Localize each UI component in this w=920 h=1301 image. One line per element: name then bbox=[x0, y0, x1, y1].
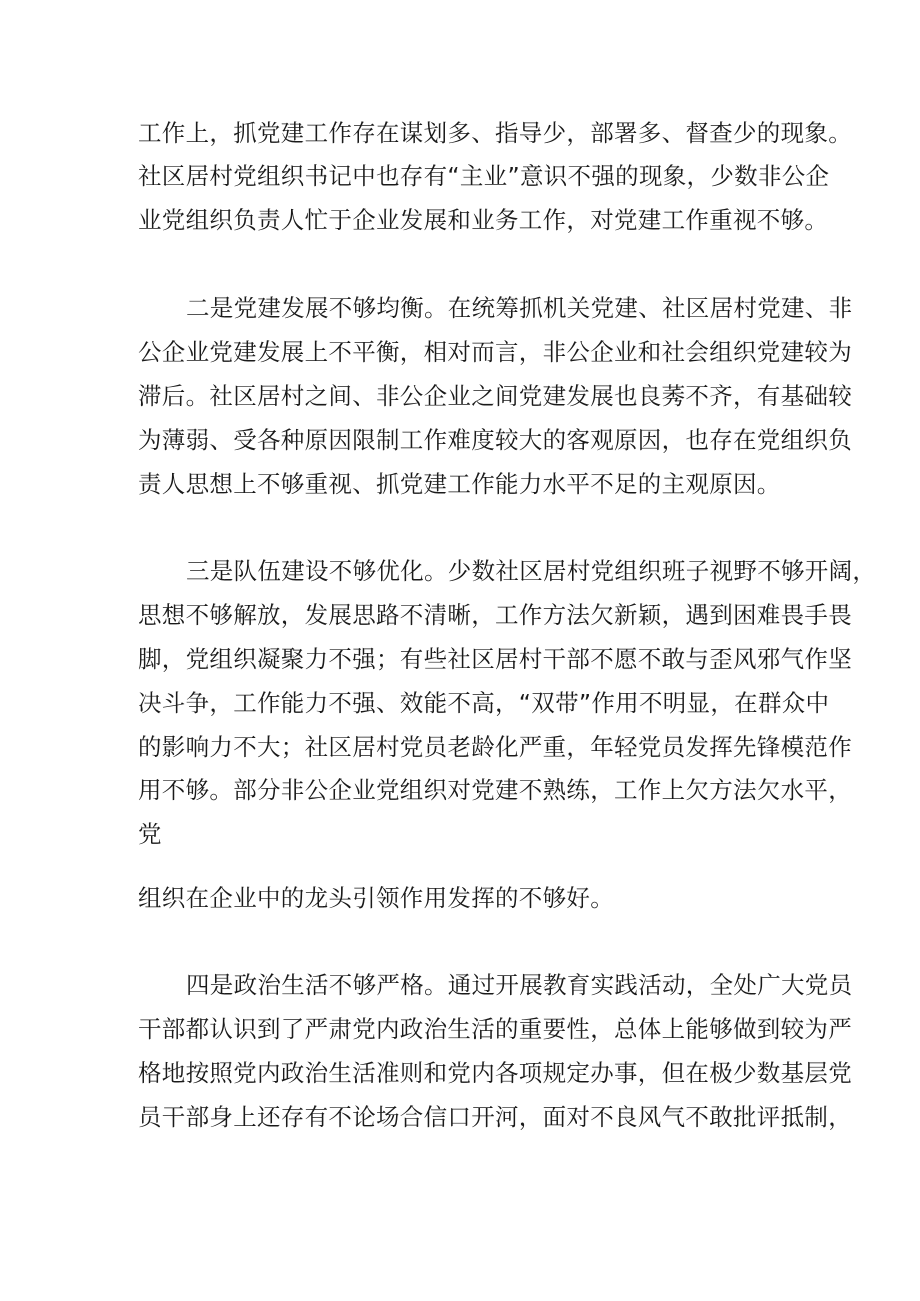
paragraph-1-line-3: 业党组织负责人忙于企业发展和业务工作，对党建工作重视不够。 bbox=[138, 206, 829, 234]
paragraph-3-line-7: 党 bbox=[138, 820, 162, 848]
paragraph-3-line-6: 用不够。部分非公企业党组织对党建不熟练，工作上欠方法欠水平， bbox=[138, 776, 852, 804]
paragraph-4-line-4: 员干部身上还存有不论场合信口开河，面对不良风气不敢批评抵制， bbox=[138, 1103, 852, 1131]
paragraph-2-line-1: 二是党建发展不够均衡。在统筹抓机关党建、社区居村党建、非 bbox=[186, 294, 853, 322]
paragraph-1-line-1: 工作上，抓党建工作存在谋划多、指导少，部署多、督查少的现象。 bbox=[138, 119, 852, 147]
paragraph-3-line-4: 决斗争，工作能力不强、效能不高，“双带”作用不明显，在群众中 bbox=[138, 689, 830, 717]
paragraph-4-line-1: 四是政治生活不够严格。通过开展教育实践活动，全处广大党员 bbox=[186, 971, 853, 999]
paragraph-2-line-3: 滞后。社区居村之间、非公企业之间党建发展也良莠不齐，有基础较 bbox=[138, 382, 852, 410]
paragraph-2-line-2: 公企业党建发展上不平衡，相对而言，非公企业和社会组织党建较为 bbox=[138, 338, 852, 366]
paragraph-2-line-4: 为薄弱、受各种原因限制工作难度较大的客观原因，也存在党组织负 bbox=[138, 426, 852, 454]
paragraph-4-line-3: 格地按照党内政治生活准则和党内各项规定办事，但在极少数基层党 bbox=[138, 1059, 852, 1087]
paragraph-3-line-5: 的影响力不大；社区居村党员老龄化严重，年轻党员发挥先锋模范作 bbox=[138, 733, 852, 761]
paragraph-3-line-3: 脚，党组织凝聚力不强；有些社区居村干部不愿不敢与歪风邪气作坚 bbox=[138, 645, 852, 673]
paragraph-3-line-1: 三是队伍建设不够优化。少数社区居村党组织班子视野不够开阔， bbox=[186, 557, 877, 585]
paragraph-3-line-2: 思想不够解放，发展思路不清晰，工作方法欠新颖，遇到困难畏手畏 bbox=[138, 601, 852, 629]
paragraph-4-line-2: 干部都认识到了严肃党内政治生活的重要性，总体上能够做到较为严 bbox=[138, 1015, 852, 1043]
paragraph-3-line-8: 组织在企业中的龙头引领作用发挥的不够好。 bbox=[138, 884, 614, 912]
paragraph-2-line-5: 责人思想上不够重视、抓党建工作能力水平不足的主观原因。 bbox=[138, 470, 781, 498]
paragraph-1-line-2: 社区居村党组织书记中也存有“主业”意识不强的现象，少数非公企 bbox=[138, 162, 830, 190]
